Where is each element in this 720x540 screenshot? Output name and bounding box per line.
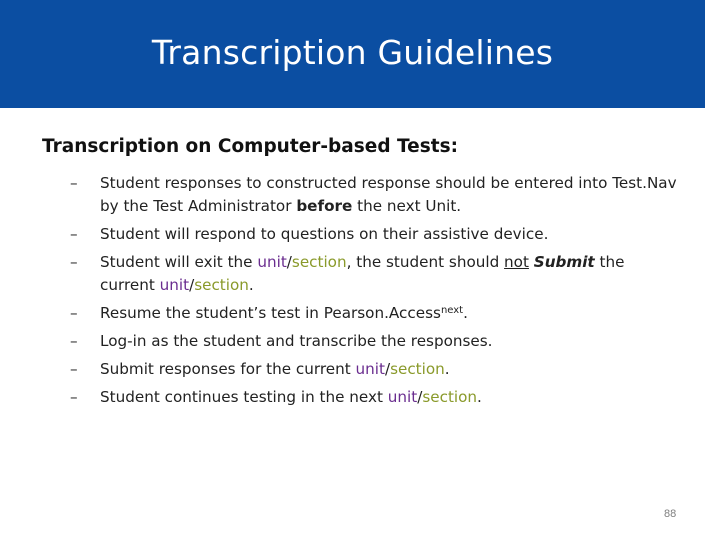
bullet-dash: – [70, 360, 78, 378]
bullet-text: Student will exit the unit/section, the student should not Submit the current unit/section. [100, 253, 625, 294]
bullet-item [70, 223, 682, 246]
bullet-item [70, 251, 682, 297]
bullet-item [70, 330, 682, 353]
slide-content [42, 136, 682, 414]
slide-heading: Transcription on Computer-based Tests: [42, 136, 458, 157]
bullet-dash: – [70, 174, 78, 192]
bullet-dash: – [70, 225, 78, 243]
bullet-list [70, 172, 682, 409]
title-bar [0, 0, 705, 108]
page-number: 88 [664, 508, 677, 520]
bullet-text: Student continues testing in the next unit/section. [100, 388, 482, 406]
bullet-text: Log-in as the student and transcribe the responses. [100, 332, 493, 350]
bullet-item [70, 386, 682, 409]
bullet-dash: – [70, 332, 78, 350]
bullet-dash: – [70, 253, 78, 271]
bullet-text: Resume the student’s test in Pearson.Access$^{next}$. [100, 304, 468, 322]
slide-title: Transcription Guidelines [151, 32, 554, 72]
bullet-item [70, 302, 682, 325]
bullet-text: Student will respond to questions on their assistive device. [100, 225, 549, 243]
bullet-dash: – [70, 304, 78, 322]
bullet-item [70, 172, 682, 218]
bullet-item [70, 358, 682, 381]
bullet-dash: – [70, 388, 78, 406]
bullet-text: Submit responses for the current unit/section. [100, 360, 450, 378]
bullet-text: Student responses to constructed response should be entered into Test.Nav by the Test Administrator before the next Unit. [100, 174, 677, 215]
